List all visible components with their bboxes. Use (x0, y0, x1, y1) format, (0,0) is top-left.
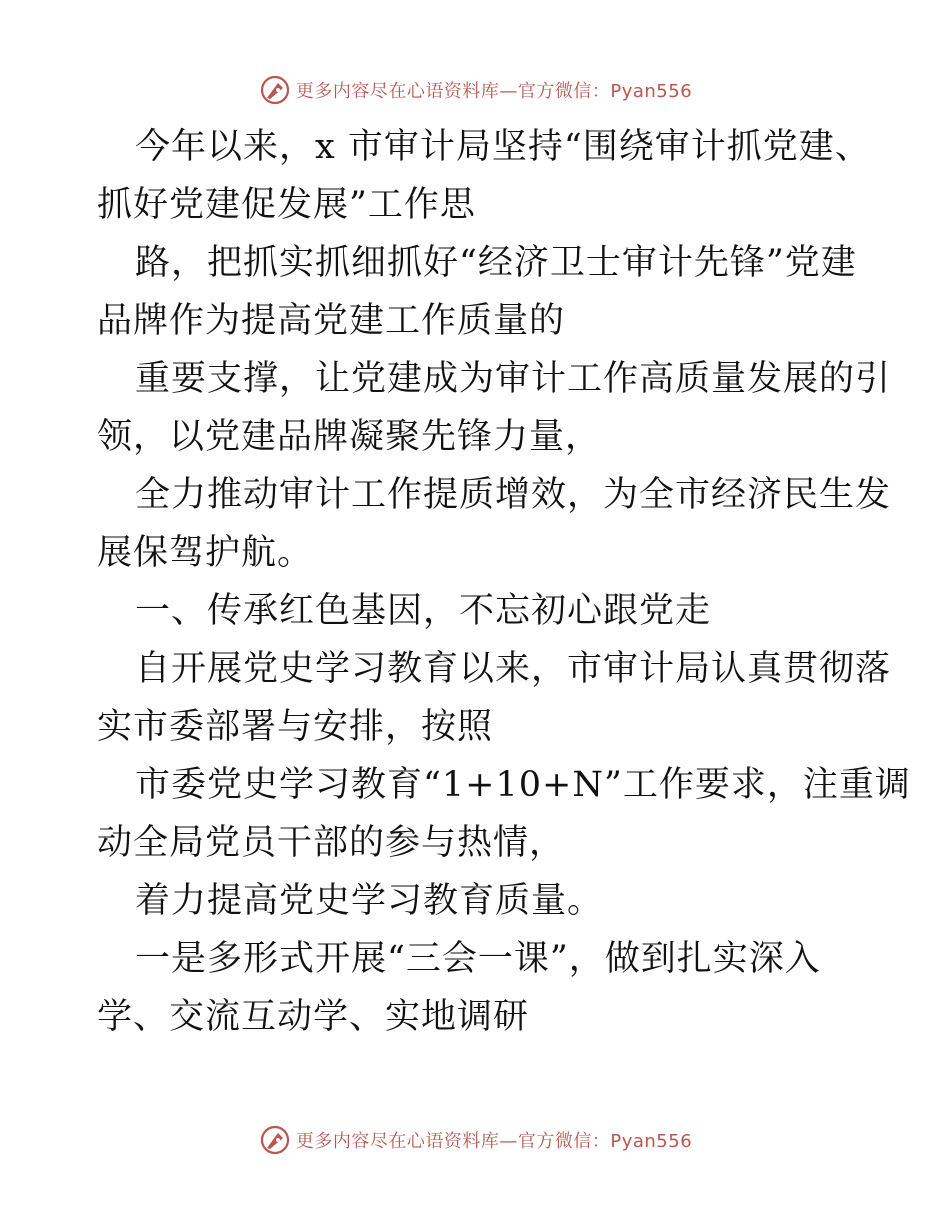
paragraph (0, 118, 950, 234)
header-watermark (0, 70, 950, 110)
document-body (0, 118, 950, 1046)
pen-nib-circle-icon (258, 1123, 292, 1157)
paragraph (0, 350, 950, 466)
paragraph-line: 学、交流互动学、实地调研 (97, 997, 530, 1037)
header-watermark-text: 更多内容尽在心语资料库—官方微信：Pyan556 (295, 81, 693, 102)
paragraph-line: 抓好党建促发展”工作思 (97, 185, 476, 225)
pen-nib-circle-icon (258, 73, 292, 107)
paragraph (0, 234, 950, 350)
paragraph-line: 自开展党史学习教育以来，市审计局认真贯彻落 (135, 649, 892, 689)
paragraph-line: 重要支撑，让党建成为审计工作高质量发展的引 (135, 359, 892, 399)
footer-watermark (0, 1120, 950, 1160)
paragraph-line: 一、传承红色基因，不忘初心跟党走 (135, 591, 712, 631)
paragraph-line: 一是多形式开展“三会一课”，做到扎实深入 (135, 939, 821, 979)
paragraph-line: 市委党史学习教育“1+10+N”工作要求，注重调 (135, 765, 911, 805)
paragraph-line: 动全局党员干部的参与热情， (97, 823, 566, 863)
paragraph-line: 路，把抓实抓细抓好“经济卫士审计先锋”党建 (135, 243, 857, 283)
paragraph-line: 全力推动审计工作提质增效，为全市经济民生发 (135, 475, 892, 515)
paragraph (0, 640, 950, 756)
paragraph-line: 展保驾护航。 (97, 533, 314, 573)
paragraph (0, 756, 950, 872)
paragraph-line: 今年以来，x 市审计局坚持“围绕审计抓党建、 (135, 127, 871, 167)
paragraph-line: 着力提高党史学习教育质量。 (135, 881, 604, 921)
footer-watermark-text: 更多内容尽在心语资料库—官方微信：Pyan556 (295, 1131, 693, 1152)
paragraph (0, 872, 950, 930)
paragraph (0, 466, 950, 582)
paragraph-line: 领，以党建品牌凝聚先锋力量， (97, 417, 602, 457)
paragraph (0, 930, 950, 1046)
section-heading (0, 582, 950, 640)
paragraph-line: 品牌作为提高党建工作质量的 (97, 301, 566, 341)
paragraph-line: 实市委部署与安排，按照 (97, 707, 494, 747)
